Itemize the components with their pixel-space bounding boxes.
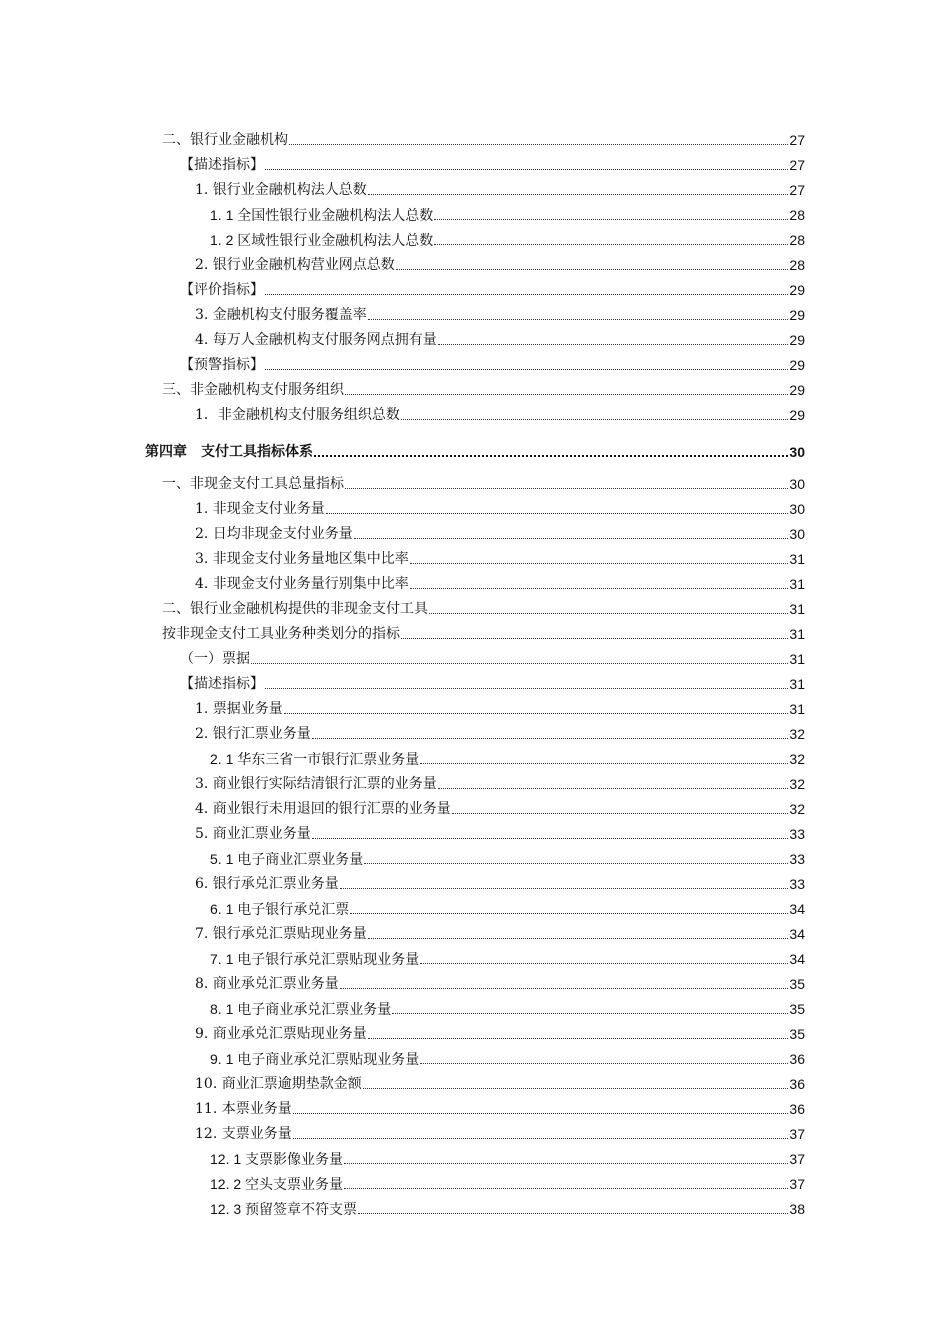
toc-entry-label: 1．非金融机构支付服务组织总数 [195,407,400,423]
toc-entry-label: 6. 1 电子银行承兑汇票 [210,901,350,917]
toc-entry[interactable] [0,150,805,174]
toc-entry-label: （一）票据 [180,651,250,667]
toc-entry-page: 31 [789,601,805,617]
toc-entry-page: 29 [789,332,805,348]
toc-entry-page: 27 [789,132,805,148]
toc-entry-label: 2. 银行业金融机构营业网点总数 [195,257,395,273]
toc-entry[interactable] [0,894,805,918]
toc-entry-label: 5. 商业汇票业务量 [195,826,311,842]
toc-entry-label: 【评价指标】 [180,282,264,298]
dot-leader [410,587,789,589]
toc-entry-page: 34 [789,926,805,942]
dot-leader [368,1037,789,1039]
toc-entry-label: 2. 1 华东三省一市银行汇票业务量 [210,751,420,767]
toc-entry-page: 28 [789,257,805,273]
toc-entry-page: 31 [789,676,805,692]
toc-entry-label: 12. 3 预留签章不符支票 [210,1201,358,1217]
toc-entry-label: 1. 银行业金融机构法人总数 [195,182,367,198]
dot-leader [314,454,788,457]
toc-entry-label: 2. 日均非现金支付业务量 [195,526,353,542]
toc-entry-label: 4. 商业银行未用退回的银行汇票的业务量 [195,801,451,817]
toc-entry[interactable] [0,519,805,543]
dot-leader [452,812,789,814]
toc-entry-label: 【预警指标】 [180,357,264,373]
toc-entry[interactable] [0,694,805,718]
dot-leader [344,1162,788,1164]
toc-entry[interactable] [0,250,805,274]
dot-leader [410,562,789,564]
toc-entry[interactable] [0,594,805,618]
toc-entry-label: 1. 2 区域性银行业金融机构法人总数 [210,232,434,248]
toc-entry-page: 27 [789,157,805,173]
dot-leader [396,268,789,270]
toc-entry-label: 11. 本票业务量 [195,1101,292,1117]
dot-leader [265,687,788,689]
toc-entry-page: 32 [789,751,805,767]
dot-leader [368,937,789,939]
toc-entry-label: 一、非现金支付工具总量指标 [162,476,344,492]
dot-leader [429,612,788,614]
toc-entry[interactable] [0,175,805,199]
toc-entry-page: 31 [789,701,805,717]
dot-leader [293,1137,789,1139]
toc-entry-label: 二、银行业金融机构提供的非现金支付工具 [162,601,428,617]
dot-leader [265,168,788,170]
toc-entry-label: 1. 1 全国性银行业金融机构法人总数 [210,207,434,223]
toc-entry-page: 33 [789,826,805,842]
toc-entry-page: 37 [789,1151,805,1167]
dot-leader [434,243,788,245]
dot-leader [434,218,788,220]
toc-entry-page: 29 [789,382,805,398]
toc-entry[interactable] [0,225,805,249]
toc-entry-label: 7. 银行承兑汇票贴现业务量 [195,926,367,942]
dot-leader [340,887,789,889]
toc-entry[interactable] [0,794,805,818]
toc-entry[interactable] [0,494,805,518]
dot-leader [340,987,789,989]
toc-entry-label: 1. 非现金支付业务量 [195,501,325,517]
toc-entry-label: 4. 每万人金融机构支付服务网点拥有量 [195,332,437,348]
dot-leader [265,368,788,370]
dot-leader [265,293,788,295]
toc-entry[interactable] [0,944,805,968]
toc-entry[interactable] [0,719,805,743]
toc-entry[interactable] [0,1069,805,1093]
toc-entry-label: 二、银行业金融机构 [162,132,288,148]
toc-entry-label: 8. 1 电子商业承兑汇票业务量 [210,1001,392,1017]
toc-entry-label: 三、非金融机构支付服务组织 [162,382,344,398]
toc-entry-page: 31 [789,626,805,642]
toc-entry-page: 32 [789,726,805,742]
toc-entry-label: 【描述指标】 [180,157,264,173]
toc-entry-page: 29 [789,282,805,298]
toc-entry[interactable] [0,200,805,224]
toc-entry-label: 4. 非现金支付业务量行别集中比率 [195,576,409,592]
dot-leader [326,512,789,514]
toc-entry-page: 30 [789,444,805,460]
toc-entry-label: 12. 2 空头支票业务量 [210,1176,344,1192]
toc-entry[interactable] [0,469,805,493]
dot-leader [438,787,789,789]
toc-entry[interactable] [0,544,805,568]
toc-entry-label: 7. 1 电子银行承兑汇票贴现业务量 [210,951,420,967]
toc-entry-page: 38 [789,1201,805,1217]
dot-leader [345,393,788,395]
toc-entry-page: 34 [789,951,805,967]
dot-leader [392,1012,788,1014]
toc-entry-label: 2. 银行汇票业务量 [195,726,311,742]
toc-entry-page: 33 [789,876,805,892]
toc-entry-page: 31 [789,651,805,667]
dot-leader [251,662,788,664]
toc-entry[interactable] [0,1019,805,1043]
toc-entry-label: 3. 金融机构支付服务覆盖率 [195,307,367,323]
toc-entry-page: 37 [789,1126,805,1142]
toc-entry[interactable] [0,669,805,693]
toc-entry-label: 1. 票据业务量 [195,701,283,717]
toc-entry-label: 12. 1 支票影像业务量 [210,1151,344,1167]
toc-entry-label: 按非现金支付工具业务种类划分的指标 [162,626,400,642]
toc-entry-page: 37 [789,1176,805,1192]
dot-leader [401,418,789,420]
toc-entry-label: 5. 1 电子商业汇票业务量 [210,851,364,867]
toc-entry[interactable] [0,400,805,424]
toc-entry-page: 36 [789,1076,805,1092]
toc-entry-page: 31 [789,576,805,592]
toc-entry[interactable] [0,569,805,593]
toc-entry-page: 30 [789,476,805,492]
toc-entry-label: 6. 银行承兑汇票业务量 [195,876,339,892]
toc-entry-page: 34 [789,901,805,917]
toc-entry-label: 9. 商业承兑汇票贴现业务量 [195,1026,367,1042]
toc-entry[interactable] [0,125,805,149]
dot-leader [420,1062,788,1064]
toc-entry[interactable] [0,994,805,1018]
toc-entry[interactable] [0,1144,805,1168]
toc-entry-label: 12. 支票业务量 [195,1126,292,1142]
toc-entry[interactable] [0,275,805,299]
toc-entry[interactable] [0,919,805,943]
dot-leader [358,1212,788,1214]
toc-entry[interactable] [0,300,805,324]
dot-leader [345,487,788,489]
dot-leader [289,143,788,145]
toc-entry[interactable] [0,1169,805,1193]
toc-entry[interactable] [0,325,805,349]
toc-entry[interactable] [0,844,805,868]
toc-entry-page: 29 [789,407,805,423]
dot-leader [364,862,788,864]
dot-leader [293,1112,789,1114]
dot-leader [420,962,788,964]
toc-entry-page: 30 [789,501,805,517]
dot-leader [344,1187,788,1189]
dot-leader [368,193,789,195]
toc-entry[interactable] [0,1044,805,1068]
toc-entry[interactable] [0,350,805,374]
dot-leader [420,762,788,764]
toc-entry[interactable] [0,969,805,993]
toc-entry-page: 28 [789,232,805,248]
toc-entry[interactable] [0,619,805,643]
toc-entry-label: 8. 商业承兑汇票业务量 [195,976,339,992]
toc-entry-label: 9. 1 电子商业承兑汇票贴现业务量 [210,1051,420,1067]
toc-entry[interactable] [0,744,805,768]
toc-entry-page: 35 [789,976,805,992]
toc-entry[interactable] [0,769,805,793]
toc-entry[interactable] [0,644,805,668]
toc-chapter-label: 第四章 支付工具指标体系 [145,444,313,460]
toc-entry-page: 35 [789,1026,805,1042]
toc-entry-page: 29 [789,307,805,323]
toc-entry-label: 【描述指标】 [180,676,264,692]
toc-entry[interactable] [0,1119,805,1143]
dot-leader [284,712,789,714]
toc-entry-label: 10. 商业汇票逾期垫款金额 [195,1076,362,1092]
dot-leader [363,1087,789,1089]
toc-entry-page: 31 [789,551,805,567]
toc-entry-page: 27 [789,182,805,198]
toc-entry[interactable] [0,1194,805,1218]
toc-entry-page: 32 [789,776,805,792]
toc-entry-page: 35 [789,1001,805,1017]
dot-leader [368,318,789,320]
toc-entry[interactable] [0,869,805,893]
dot-leader [312,737,789,739]
toc-entry-page: 29 [789,357,805,373]
toc-entry-label: 3. 非现金支付业务量地区集中比率 [195,551,409,567]
toc-entry-label: 3. 商业银行实际结清银行汇票的业务量 [195,776,437,792]
toc-entry[interactable] [0,819,805,843]
dot-leader [350,912,788,914]
toc-entry-page: 33 [789,851,805,867]
toc-entry-page: 36 [789,1101,805,1117]
dot-leader [401,637,788,639]
toc-entry[interactable] [0,1094,805,1118]
toc-chapter-entry[interactable] [0,437,805,461]
toc-entry[interactable] [0,375,805,399]
toc-entry-page: 30 [789,526,805,542]
dot-leader [354,537,789,539]
dot-leader [312,837,789,839]
toc-entry-page: 28 [789,207,805,223]
dot-leader [438,343,789,345]
toc-entry-page: 36 [789,1051,805,1067]
toc-entry-page: 32 [789,801,805,817]
